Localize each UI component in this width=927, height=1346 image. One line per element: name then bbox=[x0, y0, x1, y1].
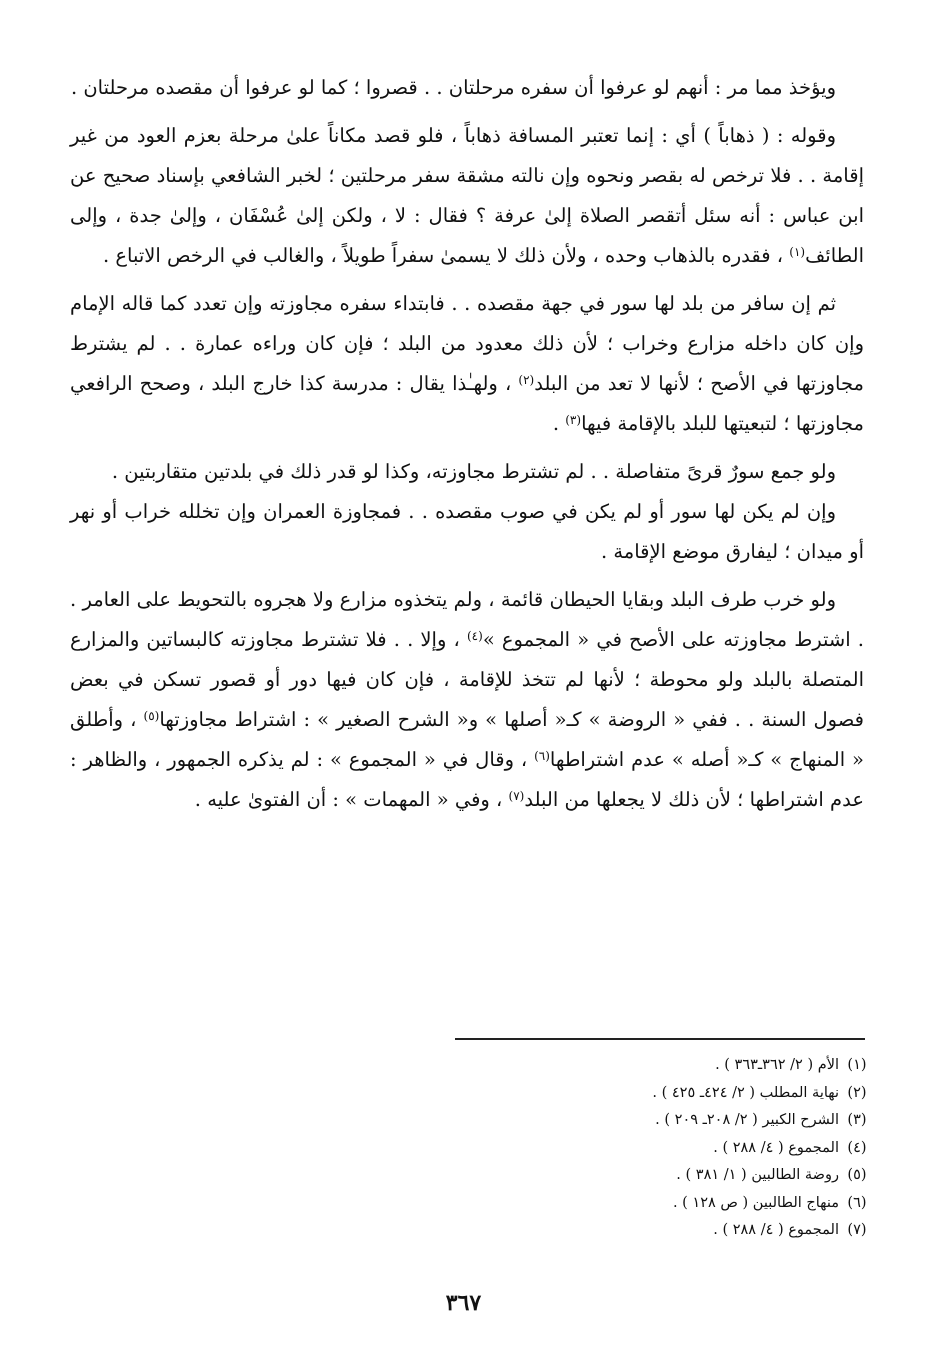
footnote-text: المجموع ( ٤/ ٢٨٨ ) . bbox=[713, 1139, 839, 1156]
paragraph-1: ويؤخذ مما مر : أنهم لو عرفوا أن سفره مرحلتان . . قصروا ؛ كما لو عرفوا أن مقصده مرحلتان . bbox=[70, 76, 836, 99]
footnote-text: منهاج الطالبين ( ص ١٢٨ ) . bbox=[672, 1194, 839, 1211]
footnote-number: (١) bbox=[847, 1057, 867, 1073]
footnote-marker-2: (٢) bbox=[518, 373, 535, 387]
page-number: ٣٦٧ bbox=[445, 1290, 482, 1316]
footnote-7 bbox=[375, 1217, 875, 1245]
footnotes bbox=[375, 1052, 875, 1245]
footnote-number: (٥) bbox=[847, 1167, 867, 1183]
footnote-1 bbox=[375, 1052, 875, 1080]
footnote-5 bbox=[375, 1162, 875, 1190]
footnote-text: الأم ( ٢/ ٣٦٢ـ٣٦٣ ) . bbox=[715, 1057, 839, 1073]
footnote-4 bbox=[375, 1135, 875, 1163]
footnote-marker-6: (٦) bbox=[534, 749, 550, 763]
footnote-separator bbox=[455, 1038, 865, 1040]
footnote-text: المجموع ( ٤/ ٢٨٨ ) . bbox=[713, 1222, 839, 1238]
footnote-text: نهاية المطلب ( ٢/ ٤٢٤ـ ٤٢٥ ) . bbox=[652, 1084, 839, 1101]
paragraph-2: وقوله : ( ذهاباً ) أي : إنما تعتبر المسافة ذهاباً ، فلو قصد مكاناً علىٰ مرحلة بعزم العود من غير إقامة . . فلا ترخص له بقصر ونحوه وإن نالته مشقة سفر مرحلتين ؛ لخبر الشافعي بإسناد صحيح عن ابن عباس : أنه سئل أتقصر الصلاة إلىٰ عرفة ؟ فقال : لا ، ولكن إلىٰ عُسْفَان ، وإلىٰ جدة ، وإلى الطائف$^{(١)}$ ، فقدره بالذهاب وحده ، ولأن ذلك لا يسمىٰ سفراً طويلاً ، والغالب في الرخص الاتباع . bbox=[70, 124, 864, 267]
footnote-marker-7: (٧) bbox=[508, 789, 525, 803]
footnote-marker-3: (٣) bbox=[565, 413, 582, 427]
footnote-6 bbox=[375, 1190, 875, 1218]
footnote-number: (٢) bbox=[847, 1084, 867, 1101]
paragraph-3: ثم إن سافر من بلد لها سور في جهة مقصده . . فابتداء سفره مجاوزته وإن تعدد كما قاله الإمام وإن كان داخله مزارع وخراب ؛ لأن ذلك معدود من البلد ؛ فإن كان وراءه عمارة . . لم يشترط مجاوزتها في الأصح ؛ لأنها لا تعد من البلد$^{(٢)}$ ، ولهـٰذا يقال : مدرسة كذا خارج البلد ، وصحح الرافعي مجاوزتها ؛ لتبعيتها للبلد بالإقامة فيها$^{(٣)}$ . bbox=[70, 292, 864, 435]
footnote-marker-1: (١) bbox=[789, 245, 806, 259]
paragraph-4: ولو جمع سورٌ قرىً متفاصلة . . لم تشترط مجاوزته، وكذا لو قدر ذلك في بلدتين متقاربتين . bbox=[111, 460, 836, 483]
footnote-marker-4: (٤) bbox=[466, 629, 483, 643]
footnote-2 bbox=[375, 1080, 875, 1108]
main-text bbox=[70, 68, 864, 828]
footnote-3 bbox=[375, 1107, 875, 1135]
footnote-number: (٧) bbox=[847, 1222, 867, 1238]
footnote-number: (٦) bbox=[847, 1194, 867, 1211]
footnote-text: روضة الطالبين ( ١/ ٣٨١ ) . bbox=[676, 1167, 839, 1183]
footnote-marker-5: (٥) bbox=[143, 709, 160, 723]
footnote-text: الشرح الكبير ( ٢/ ٢٠٨ـ ٢٠٩ ) . bbox=[655, 1112, 839, 1128]
footnote-number: (٤) bbox=[847, 1139, 867, 1156]
paragraph-6: ولو خرب طرف البلد وبقايا الحيطان قائمة ، ولم يتخذوه مزارع ولا هجروه بالتحويط على العامر . . اشترط مجاوزته على الأصح في « المجموع »$^{(٤)}$ ، وإلا . . فلا تشترط مجاوزته كالبساتين والمزارع المتصلة بالبلد ولو محوطة ؛ لأنها لم تتخذ للإقامة ، فإن كان فيها دور أو قصور تسكن في بعض فصول السنة . . ففي « الروضة » كـ« أصلها » و« الشرح الصغير » : اشتراط مجاوزتها$^{(٥)}$ ، وأطلق « المنهاج » كـ« أصله » عدم اشتراطها$^{(٦)}$ ، وقال في « المجموع » : لم يذكره الجمهور ، والظاهر : عدم اشتراطها ؛ لأن ذلك لا يجعلها من البلد$^{(٧)}$ ، وفي « المهمات » : أن الفتوىٰ عليه . bbox=[70, 588, 865, 811]
paragraph-5: وإن لم يكن لها سور أو لم يكن في صوب مقصده . . فمجاوزة العمران وإن تخلله خراب أو نهر أو ميدان ؛ ليفارق موضع الإقامة . bbox=[70, 500, 864, 563]
footnote-number: (٣) bbox=[847, 1112, 867, 1128]
